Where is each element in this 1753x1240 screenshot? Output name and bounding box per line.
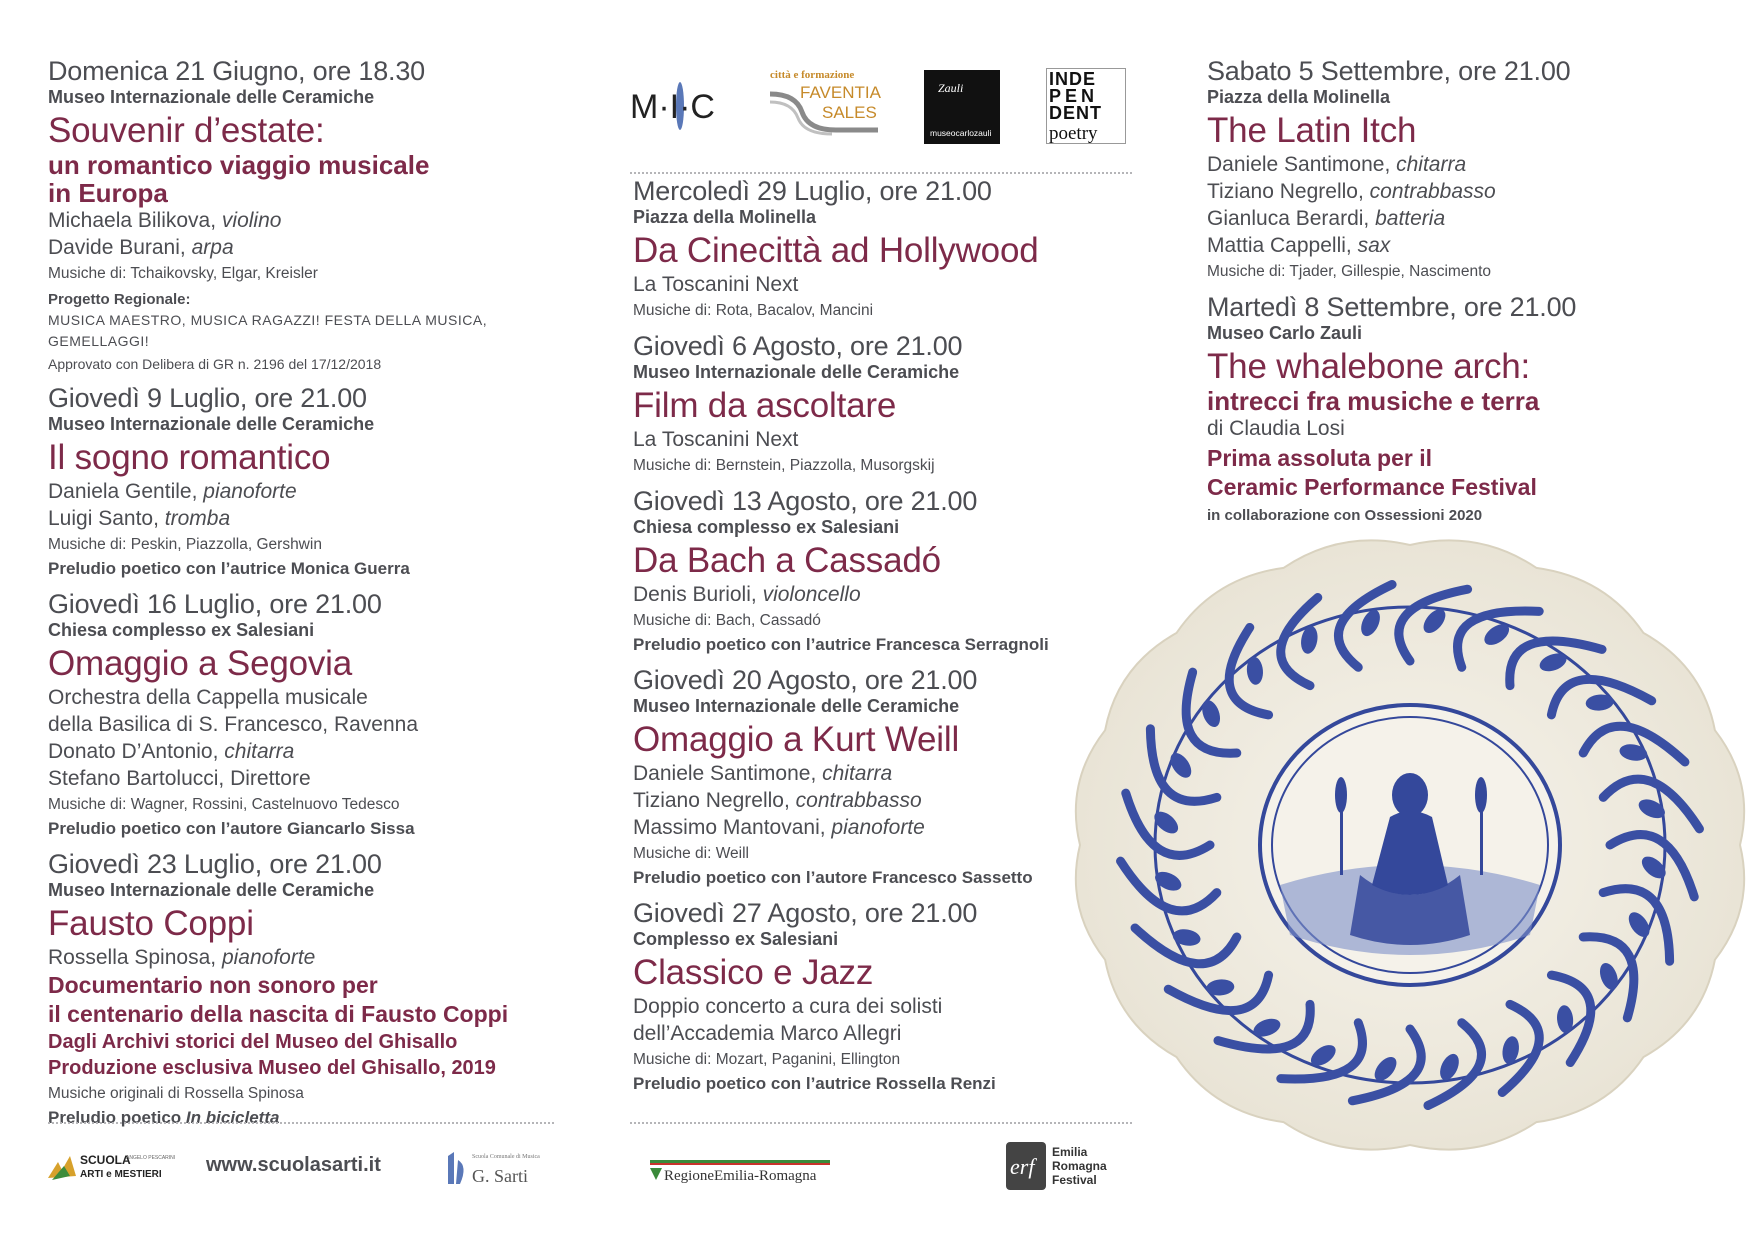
performer: Denis Burioli, violoncello xyxy=(633,583,861,606)
faventia-sales-logo xyxy=(766,68,882,140)
performer: Davide Burani, arpa xyxy=(48,236,234,259)
event-8-settembre xyxy=(1207,292,1727,526)
premiere-note: Ceramic Performance Festival xyxy=(1207,474,1537,500)
music-list: Musiche di: Tjader, Gillespie, Nascimento xyxy=(1207,263,1492,280)
event-6-agosto xyxy=(633,331,1153,478)
emilia-romagna-festival-logo xyxy=(1006,1142,1126,1192)
svg-text:erf: erf xyxy=(1010,1154,1035,1179)
performer: Daniele Santimone, chitarra xyxy=(633,762,893,785)
svg-text:ARTI e MESTIERI: ARTI e MESTIERI xyxy=(80,1169,162,1180)
divider xyxy=(630,1122,1132,1124)
approval-note: Approvato con Delibera di GR n. 2196 del 17/12/2018 xyxy=(48,356,382,372)
performer: dell’Accademia Marco Allegri xyxy=(633,1022,902,1045)
event-title: Film da ascoltare xyxy=(633,386,897,425)
event-venue: Museo Internazionale delle Ceramiche xyxy=(633,362,960,382)
svg-text:ANGELO PESCARINI: ANGELO PESCARINI xyxy=(126,1155,176,1161)
project-label: Progetto Regionale: xyxy=(48,291,191,308)
event-21-giugno xyxy=(48,56,568,375)
performer: Daniele Santimone, chitarra xyxy=(1207,153,1467,176)
performer: Orchestra della Cappella musicale xyxy=(48,686,368,709)
event-title: Classico e Jazz xyxy=(633,953,874,992)
performer: Tiziano Negrello, contrabbasso xyxy=(1207,180,1496,203)
event-title: Il sogno romantico xyxy=(48,438,331,477)
performer: La Toscanini Next xyxy=(633,428,799,451)
performer: Daniela Gentile, pianoforte xyxy=(48,480,297,503)
prelude-note: Preludio poetico con l’autore Francesco Sassetto xyxy=(633,868,1033,887)
svg-text:Scuola Comunale di Musica: Scuola Comunale di Musica xyxy=(472,1154,540,1160)
event-date: Mercoledì 29 Luglio, ore 21.00 xyxy=(633,176,992,206)
event-subtitle: in Europa xyxy=(48,178,168,208)
museo-carlo-zauli-logo xyxy=(924,70,1000,144)
svg-text:SCUOLA: SCUOLA xyxy=(80,1153,131,1167)
event-16-luglio xyxy=(48,589,568,841)
event-title: Da Bach a Cassadó xyxy=(633,541,941,580)
divider xyxy=(48,1122,554,1124)
column-left xyxy=(48,56,568,1138)
event-date: Giovedì 13 Agosto, ore 21.00 xyxy=(633,486,978,516)
performer: Donato D’Antonio, chitarra xyxy=(48,740,295,763)
event-venue: Chiesa complesso ex Salesiani xyxy=(48,620,315,640)
event-venue: Museo Internazionale delle Ceramiche xyxy=(48,880,375,900)
event-title: Omaggio a Kurt Weill xyxy=(633,720,960,759)
event-title: Souvenir d’estate: xyxy=(48,111,325,150)
event-subtitle: intrecci fra musiche e terra xyxy=(1207,386,1540,416)
author: di Claudia Losi xyxy=(1207,417,1345,440)
event-venue: Piazza della Molinella xyxy=(633,207,817,227)
scuola-arti-mestieri-logo xyxy=(48,1150,176,1184)
svg-text:Emilia: Emilia xyxy=(1052,1145,1088,1159)
performer: Mattia Cappelli, sax xyxy=(1207,234,1391,257)
event-title: The whalebone arch: xyxy=(1207,347,1531,386)
prelude-note: Preludio poetico con l’autrice Rossella Renzi xyxy=(633,1074,996,1093)
event-subtitle: un romantico viaggio musicale xyxy=(48,150,430,180)
performer: Tiziano Negrello, contrabbasso xyxy=(633,789,922,812)
event-venue: Complesso ex Salesiani xyxy=(633,929,839,949)
event-venue: Piazza della Molinella xyxy=(1207,87,1391,107)
premiere-note: Prima assoluta per il xyxy=(1207,445,1432,471)
event-title: The Latin Itch xyxy=(1207,111,1417,150)
svg-text:museocarlozauli: museocarlozauli xyxy=(930,128,992,138)
music-list: Musiche di: Mozart, Paganini, Ellington xyxy=(633,1051,901,1068)
event-5-settembre xyxy=(1207,56,1727,284)
performer: Massimo Mantovani, pianoforte xyxy=(633,816,925,839)
event-venue: Museo Carlo Zauli xyxy=(1207,323,1363,343)
event-23-luglio xyxy=(48,849,568,1130)
performer: Stefano Bartolucci, Direttore xyxy=(48,767,311,790)
music-list: Musiche di: Peskin, Piazzolla, Gershwin xyxy=(48,536,322,553)
event-title: Da Cinecittà ad Hollywood xyxy=(633,231,1039,270)
music-list: Musiche di: Rota, Bacalov, Mancini xyxy=(633,302,874,319)
event-date: Giovedì 27 Agosto, ore 21.00 xyxy=(633,898,978,928)
ceramic-plate-image xyxy=(1060,555,1750,1115)
svg-text:G. Sarti: G. Sarti xyxy=(472,1166,528,1186)
music-list: Musiche di: Wagner, Rossini, Castelnuovo Tedesco xyxy=(48,796,400,813)
event-title: Fausto Coppi xyxy=(48,904,254,943)
prelude-note: Preludio poetico In bicicletta xyxy=(48,1108,280,1127)
music-list: Musiche di: Tchaikovsky, Elgar, Kreisler xyxy=(48,265,318,282)
mic-logo-text: M·I·C xyxy=(630,88,715,126)
project-name: GEMELLAGGI! xyxy=(48,333,150,349)
event-venue: Chiesa complesso ex Salesiani xyxy=(633,517,900,537)
performer: Michaela Bilikova, violino xyxy=(48,209,282,232)
event-date: Domenica 21 Giugno, ore 18.30 xyxy=(48,56,425,86)
svg-text:Romagna: Romagna xyxy=(1052,1159,1107,1173)
prelude-note: Preludio poetico con l’autrice Francesca Serragnoli xyxy=(633,635,1049,654)
svg-text:Festival: Festival xyxy=(1052,1173,1097,1187)
performer: Rossella Spinosa, pianoforte xyxy=(48,946,316,969)
event-venue: Museo Internazionale delle Ceramiche xyxy=(48,87,375,107)
archive-note: Produzione esclusiva Museo del Ghisallo, 2019 xyxy=(48,1057,496,1079)
project-name: MUSICA MAESTRO, MUSICA RAGAZZI! FESTA DELLA MUSICA, xyxy=(48,312,488,328)
prelude-note: Preludio poetico con l’autore Giancarlo Sissa xyxy=(48,819,415,838)
music-list: Musiche originali di Rossella Spinosa xyxy=(48,1085,304,1102)
event-date: Giovedì 9 Luglio, ore 21.00 xyxy=(48,383,367,413)
divider xyxy=(630,172,1132,174)
svg-text:PEN: PEN xyxy=(1049,86,1099,106)
archive-note: Dagli Archivi storici del Museo del Ghisallo xyxy=(48,1031,458,1053)
event-date: Sabato 5 Settembre, ore 21.00 xyxy=(1207,56,1571,86)
performer: Gianluca Berardi, batteria xyxy=(1207,207,1446,230)
svg-text:SALES: SALES xyxy=(822,103,877,122)
svg-text:città e formazione: città e formazione xyxy=(770,69,855,81)
mic-logo xyxy=(630,82,728,130)
svg-text:poetry: poetry xyxy=(1049,123,1098,144)
event-29-luglio xyxy=(633,176,1153,323)
event-venue: Museo Internazionale delle Ceramiche xyxy=(633,696,960,716)
event-date: Giovedì 20 Agosto, ore 21.00 xyxy=(633,665,978,695)
documentary-note: il centenario della nascita di Fausto Coppi xyxy=(48,1001,509,1027)
music-list: Musiche di: Weill xyxy=(633,845,750,862)
svg-text:Zauli: Zauli xyxy=(938,81,964,95)
collaboration-note: in collaborazione con Ossessioni 2020 xyxy=(1207,507,1483,524)
svg-text:INDE: INDE xyxy=(1049,69,1097,89)
event-title: Omaggio a Segovia xyxy=(48,644,353,683)
event-date: Giovedì 16 Luglio, ore 21.00 xyxy=(48,589,382,619)
svg-text:RegioneEmilia-Romagna: RegioneEmilia-Romagna xyxy=(664,1168,817,1184)
sarti-music-school-logo xyxy=(446,1148,538,1188)
documentary-note: Documentario non sonoro per xyxy=(48,972,378,998)
performer: Luigi Santo, tromba xyxy=(48,507,231,530)
music-list: Musiche di: Bach, Cassadó xyxy=(633,612,821,629)
independent-poetry-logo xyxy=(1046,68,1126,144)
event-9-luglio xyxy=(48,383,568,581)
event-date: Martedì 8 Settembre, ore 21.00 xyxy=(1207,292,1577,322)
performer: La Toscanini Next xyxy=(633,273,799,296)
website-link[interactable]: www.scuolasarti.it xyxy=(206,1154,381,1176)
event-venue: Museo Internazionale delle Ceramiche xyxy=(48,414,375,434)
svg-text:FAVENTIA: FAVENTIA xyxy=(800,83,881,102)
svg-text:DENT: DENT xyxy=(1049,103,1102,123)
event-date: Giovedì 23 Luglio, ore 21.00 xyxy=(48,849,382,879)
prelude-note: Preludio poetico con l’autrice Monica Guerra xyxy=(48,559,410,578)
music-list: Musiche di: Bernstein, Piazzolla, Musorgskij xyxy=(633,457,935,474)
event-date: Giovedì 6 Agosto, ore 21.00 xyxy=(633,331,963,361)
performer: Doppio concerto a cura dei solisti xyxy=(633,995,943,1018)
column-right xyxy=(1207,56,1727,534)
performer: della Basilica di S. Francesco, Ravenna xyxy=(48,713,419,736)
regione-emilia-romagna-logo xyxy=(650,1158,830,1184)
